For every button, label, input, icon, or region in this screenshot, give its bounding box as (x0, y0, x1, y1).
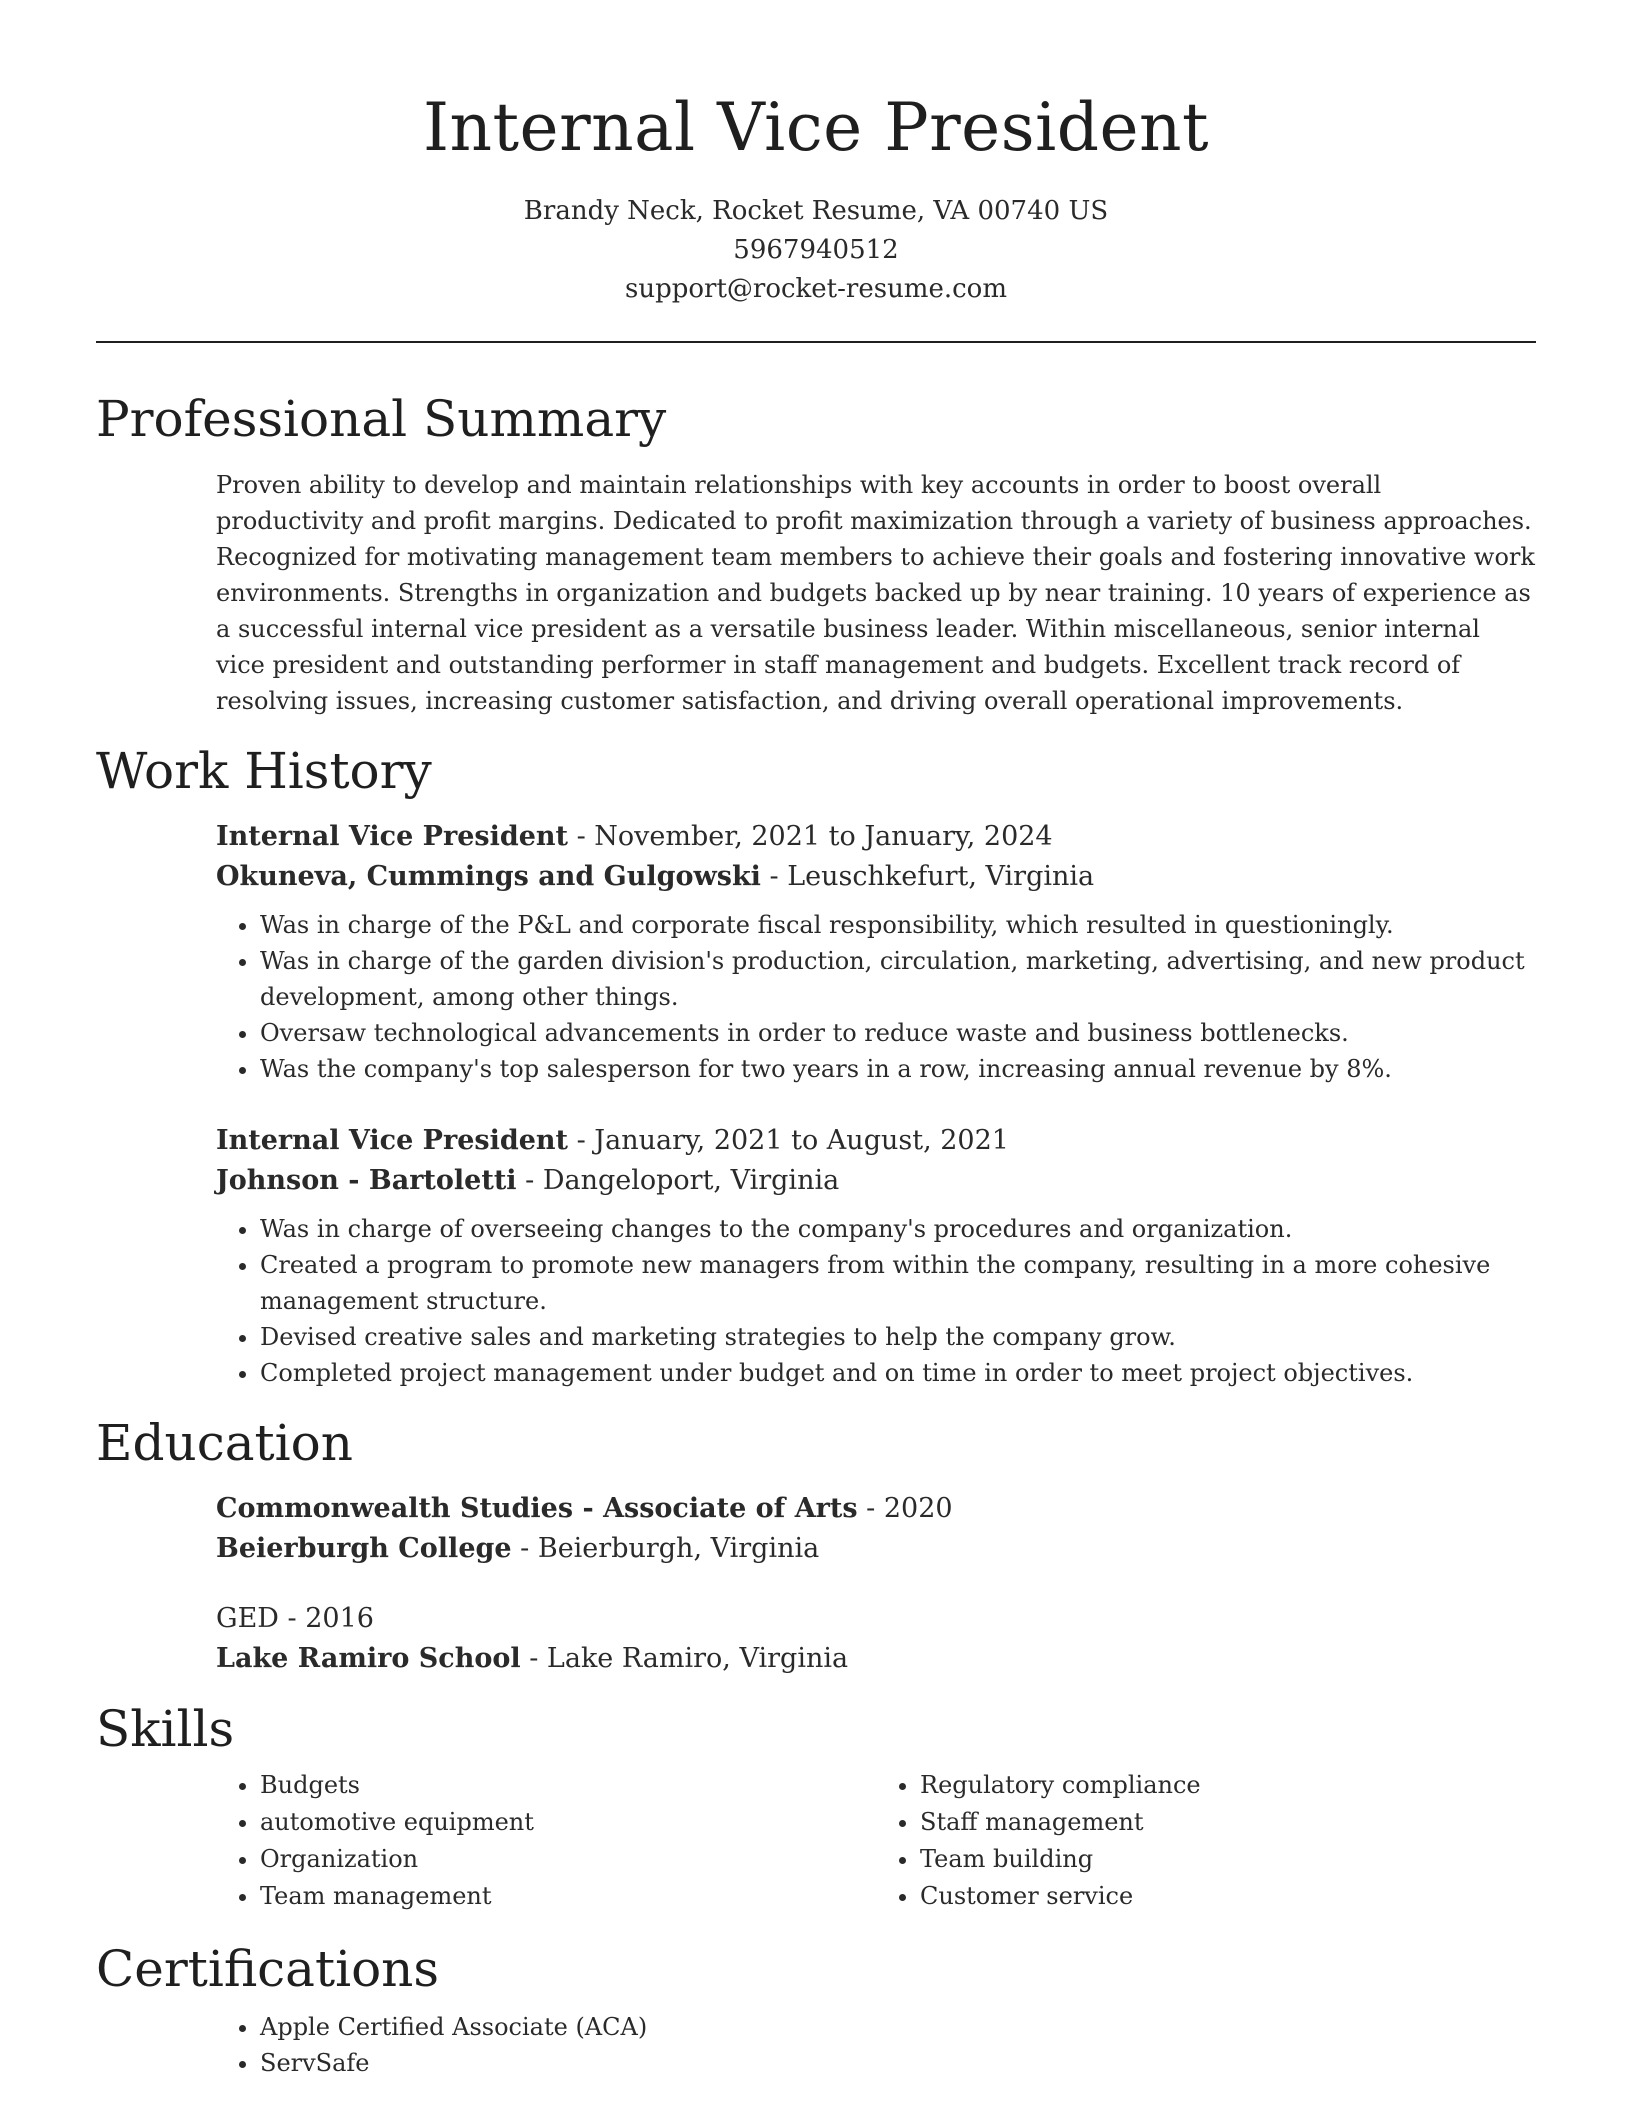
certifications-section (96, 1937, 1536, 2081)
contact-phone: 5967940512 (733, 235, 899, 265)
certification-item: • Apple Certified Associate (ACA) (260, 2009, 1536, 2045)
job-title-line (216, 1121, 1536, 1161)
job-company-line (216, 857, 1536, 897)
skills-column-left (216, 1767, 876, 1915)
job-company: Okuneva, Cummings and Gulgowski (216, 861, 761, 892)
skills-section (96, 1697, 1536, 1915)
education-location: - Beierburgh, Virginia (511, 1533, 820, 1564)
job-bullet: • Devised creative sales and marketing strategies to help the company grow. (260, 1319, 1536, 1355)
skills-column-right (876, 1767, 1536, 1915)
education-entry (216, 1489, 1536, 1569)
skill-item: • Organization (260, 1841, 876, 1878)
job-company-line (216, 1161, 1536, 1201)
job-bullet: • Was in charge of overseeing changes to the company's procedures and organization. (260, 1211, 1536, 1247)
skills-title: Skills (96, 1700, 235, 1758)
job-location: - Dangeloport, Virginia (516, 1165, 840, 1196)
header-divider (96, 341, 1536, 343)
job-location: - Leuschkefurt, Virginia (760, 861, 1095, 892)
skill-item: • Budgets (260, 1767, 876, 1804)
education-title: Education (96, 1414, 353, 1472)
job-entry (216, 1121, 1536, 1391)
skill-item: • Customer service (920, 1878, 1536, 1915)
certification-item: • ServSafe (260, 2045, 1536, 2081)
contact-email[interactable]: support@rocket-resume.com (624, 274, 1007, 304)
job-role: Internal Vice President (216, 1125, 568, 1156)
education-entry (216, 1599, 1536, 1679)
work-history-title: Work History (96, 742, 432, 800)
certifications-list (216, 2009, 1536, 2081)
education-degree-line (216, 1599, 1536, 1639)
job-title-line (216, 817, 1536, 857)
job-bullet: • Was the company's top salesperson for two years in a row, increasing annual revenue by 8%. (260, 1051, 1536, 1087)
job-bullet: • Oversaw technological advancements in order to reduce waste and business bottlenecks. (260, 1015, 1536, 1051)
education-degree-line (216, 1489, 1536, 1529)
summary-text: Proven ability to develop and maintain relationships with key accounts in order to boost overall productivity and profit margins. Dedicated to profit maximization through a variety of business approaches. Recognized for motivating management team members to achieve their goals and fostering innovative work environments. Strengths in organization and budgets backed up by near training. 10 years of experience as a successful internal vice president as a versatile business leader. Within miscellaneous, senior internal vice president and outstanding performer in staff management and budgets. Excellent track record of resolving issues, increasing customer satisfaction, and driving overall operational improvements. (216, 471, 1535, 715)
education-degree: GED (216, 1603, 279, 1634)
education-degree: Commonwealth Studies - Associate of Arts (216, 1493, 858, 1524)
work-history-section (96, 739, 1536, 1391)
job-dates: - January, 2021 to August, 2021 (568, 1125, 1009, 1156)
resume-header (96, 0, 1536, 309)
job-company: Johnson - Bartoletti (216, 1165, 517, 1196)
job-role: Internal Vice President (216, 821, 568, 852)
job-bullet: • Created a program to promote new managers from within the company, resulting in a more cohesive management structure. (260, 1247, 1536, 1319)
skill-item: • automotive equipment (260, 1804, 876, 1841)
candidate-name: Internal Vice President (422, 89, 1210, 166)
education-year: - 2016 (278, 1603, 374, 1634)
resume-page (96, 0, 1536, 2081)
education-section (96, 1411, 1536, 1679)
job-bullet: • Completed project management under budget and on time in order to meet project objectives. (260, 1355, 1536, 1391)
contact-address: Brandy Neck, Rocket Resume, VA 00740 US (523, 196, 1109, 226)
education-school: Lake Ramiro School (216, 1643, 521, 1674)
skills-grid (216, 1767, 1536, 1915)
skill-item: • Team building (920, 1841, 1536, 1878)
education-school-line (216, 1529, 1536, 1569)
certifications-bullets (216, 2009, 1536, 2081)
education-school: Beierburgh College (216, 1533, 512, 1564)
skill-item: • Regulatory compliance (920, 1767, 1536, 1804)
job-entry (216, 817, 1536, 1087)
certifications-title: Certifications (96, 1940, 440, 1998)
job-bullets (216, 907, 1536, 1087)
education-location: - Lake Ramiro, Virginia (520, 1643, 849, 1674)
skill-item: • Team management (260, 1878, 876, 1915)
job-bullet: • Was in charge of the P&L and corporate fiscal responsibility, which resulted in questioningly. (260, 907, 1536, 943)
summary-title: Professional Summary (96, 390, 667, 448)
skill-item: • Staff management (920, 1804, 1536, 1841)
job-bullet: • Was in charge of the garden division's production, circulation, marketing, advertising, and new product development, among other things. (260, 943, 1536, 1015)
job-bullets (216, 1211, 1536, 1391)
summary-section (96, 387, 1536, 719)
job-dates: - November, 2021 to January, 2024 (568, 821, 1053, 852)
education-year: - 2020 (857, 1493, 953, 1524)
education-school-line (216, 1639, 1536, 1679)
